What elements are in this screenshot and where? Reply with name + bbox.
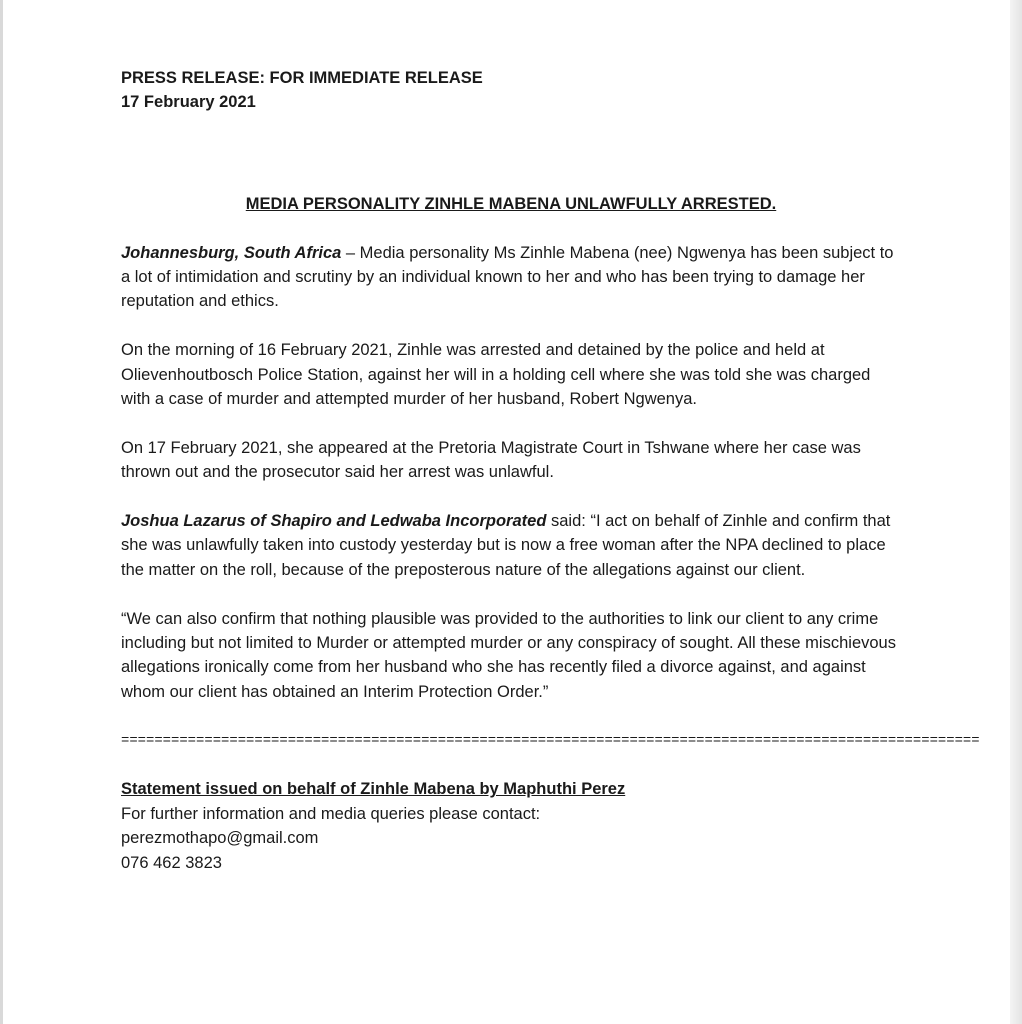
release-label: PRESS RELEASE: FOR IMMEDIATE RELEASE (121, 69, 483, 87)
lawyer-name: Joshua Lazarus of Shapiro and Ledwaba Incorporated (121, 512, 547, 531)
release-date: 17 February 2021 (121, 93, 256, 112)
paragraph-4-text: said: “I act on behalf of Zinhle and confirm that she was unlawfully taken into custody yesterday but is now a free woman after the NPA declined to place the matter on the roll, because of the preposterous nature of the allegations against our client. (121, 512, 891, 579)
paragraph-3: On 17 February 2021, she appeared at the Pretoria Magistrate Court in Tshwane where her case was thrown out and the prosecutor said her arrest was unlawful. (121, 438, 861, 482)
press-release-body (121, 66, 980, 875)
page-right-edge (1010, 0, 1022, 1024)
contact-phone: 076 462 3823 (121, 853, 222, 872)
statement-attribution: Statement issued on behalf of Zinhle Mabena by Maphuthi Perez (121, 780, 626, 799)
headline: MEDIA PERSONALITY ZINHLE MABENA UNLAWFULLY ARRESTED. (245, 194, 777, 213)
contact-line: For further information and media queries please contact: (121, 804, 541, 823)
page-left-edge (0, 0, 3, 1024)
divider-line: ======================================================================================================= (121, 732, 980, 749)
dateline: Johannesburg, South Africa (121, 243, 342, 262)
paragraph-1-text: – Media personality Ms Zinhle Mabena (nee) Ngwenya has been subject to a lot of intimidation and scrutiny by an individual known to her and who has been trying to damage her reputation and ethics. (121, 243, 894, 311)
paragraph-1 (121, 241, 901, 314)
paragraph-5: “We can also confirm that nothing plausible was provided to the authorities to link our client to any crime including but not limited to Murder or attempted murder or any conspiracy of sought. All these mischievous allegations ironically come from her husband who she has recently filed a divorce against, and against whom our client has obtained an Interim Protection Order.” (121, 609, 896, 701)
paragraph-2: On the morning of 16 February 2021, Zinhle was arrested and detained by the police and held at Olievenhoutbosch Police Station, against her will in a holding cell where she was told she was charged with a case of murder and attempted murder of her husband, Robert Ngwenya. (121, 341, 871, 409)
contact-email: perezmothapo@gmail.com (121, 829, 319, 848)
paragraph-4 (121, 509, 901, 582)
